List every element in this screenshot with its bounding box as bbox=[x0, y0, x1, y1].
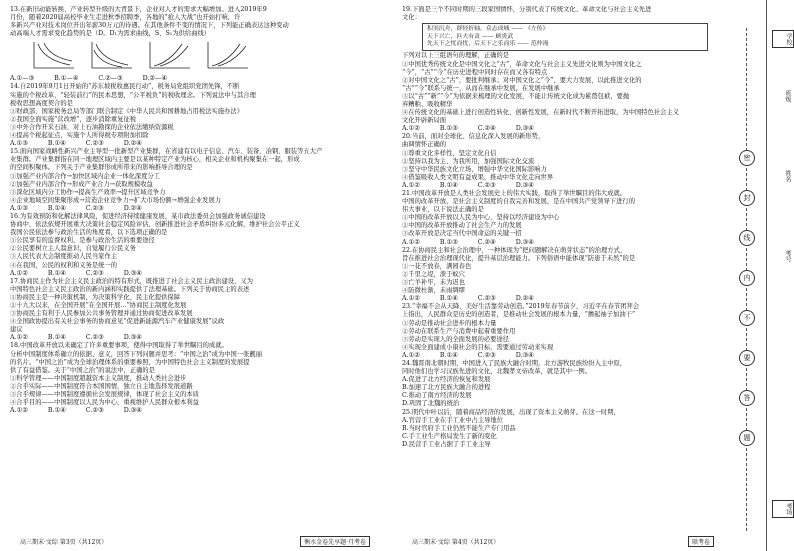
q23-line: ①劳动是推动社会进步的根本力量 bbox=[402, 319, 497, 327]
quote-line: 天下兴亡，匹夫有责 —— 顾炎武 bbox=[427, 33, 514, 40]
q14-options: A.①③ B.①④ C.②③ D.②④ bbox=[10, 140, 142, 148]
q19-line: “古”“今”联系与统一，从而在继承中发展，在发展中继承 bbox=[402, 84, 560, 92]
quote-box bbox=[422, 23, 708, 51]
q23-line: ②劳动在联系生产与消费中起着重要作用 bbox=[402, 327, 516, 335]
quote-line: 积羽沉舟，群轻折轴，众志成城 —— 《左传》 bbox=[427, 26, 549, 33]
quote-line: 先天下之忧而忧，后天下之乐而乐 —— 范仲淹 bbox=[427, 41, 549, 47]
q25-line: D.民营手工业占据了手工业主导 bbox=[402, 440, 491, 448]
q20-line: 20.当前，面对全球化、信息化深入发展的新形势， bbox=[402, 133, 545, 141]
q17-line: 17.协商民主作为社会主义民主政治的特有形式，既推进了社会主义民主政治建设，又为 bbox=[10, 277, 253, 285]
q18-line: ①科学管理——中国制度超越资本主义制度，推动人类社会进步 bbox=[10, 374, 187, 382]
q22-line: 旨在推进社会治理现代化，提升基层治理能力。下列俗语中能体现“防患于未然”的是 bbox=[402, 254, 636, 262]
exam-number-field: 考号 bbox=[784, 250, 791, 262]
q18-line: ③合乎规律——中国制度遵循社会发展规律，体现了社会主义的本质 bbox=[10, 391, 199, 399]
q24-line: A.促进了北方经济的恢复和发展 bbox=[402, 376, 491, 384]
q17-line: ②十九大以来，在全国开展“在全国开展…”协商民主制度化发展 bbox=[10, 302, 187, 309]
exam-room-box: 考场 bbox=[772, 500, 794, 518]
q19-line: ④在传统文化的基础上进行创造性转化、创新性发展，在新时代不断开拓进取，为中国特色社会主义 bbox=[402, 109, 680, 117]
q23-line: 23.“幸福不会从天降，美好生活靠劳动创造。”2019年春节前夕，习近平在春节团拜会 bbox=[402, 303, 640, 311]
seal-char: 不 bbox=[739, 310, 755, 326]
q22-line: 22.在协商民主和社会治理中，一种体现为“把问题解决在萌芽状态”的治理方式， bbox=[402, 246, 627, 254]
name-field: 姓名 bbox=[784, 170, 791, 182]
q19-line: ③以“古”“新”“今”为依据来梳理的文化发展，不能让传统文化成为累赘包袱，要抛 bbox=[402, 92, 630, 100]
q21-options: A.①② B.①③ C.②④ D.③④ bbox=[402, 238, 534, 246]
question-16 bbox=[10, 213, 384, 278]
binding-rule bbox=[766, 0, 767, 551]
q17-line: ③协商民主有利于人民参加公共事务管理并通过协商促进改革发展 bbox=[10, 310, 193, 318]
q15-line: ③深化区域内分工协作→提高生产效率→提升区域竞争力 bbox=[10, 188, 166, 196]
q24-line: D.巩固了北魏的统治 bbox=[402, 400, 460, 408]
q23-line: 上指出，人民群众是历史的创造者，是推动社会发展的根本力量，“撸起袖子加油干” bbox=[402, 311, 636, 319]
q23-options: A.①② B.①④ C.②③ D.③④ bbox=[402, 351, 534, 359]
q19-options: A.①② B.①③ C.②④ D.③④ bbox=[402, 125, 534, 133]
q18-line: 供了有益借鉴。关于“中国之治”的说法中，正确的是 bbox=[10, 366, 155, 374]
seal-char: 内 bbox=[739, 270, 755, 286]
q25-line: A.官营手工业在手工业中占主导地位 bbox=[402, 416, 504, 424]
seal-char: 封 bbox=[739, 190, 755, 206]
q24-line: C.推动了南方经济的发展 bbox=[402, 392, 472, 400]
question-23 bbox=[402, 303, 728, 360]
q16-line: ③人民代表大会制度推动人民当家作主 bbox=[10, 253, 118, 261]
q16-line: ④在我国，公民的权利和义务是统一的 bbox=[10, 261, 118, 269]
q14-line: 实施的个税改革，“轻装前行”的民本思想，“公平税负”的税收理念。下列说法中与其合理 bbox=[10, 91, 256, 99]
q19-line: 文化开辟新局面 bbox=[402, 117, 447, 125]
q18-line: 18.中国改革开放以来确定了许多重要事项，使得中国取得了举世瞩目的成就。 bbox=[10, 342, 228, 350]
q13-options: A.①—③ B.①—④ C.②—③ D.②—④ bbox=[10, 75, 167, 83]
q16-line: ①公民享有的监督权利，是参与政治生活的重要途径 bbox=[10, 237, 155, 245]
q20-line: ②坚持以我为主、为我所用，加强国际文化交流 bbox=[402, 157, 535, 165]
question-25 bbox=[402, 409, 728, 449]
q22-line: ②千里之堤，溃于蚁穴 bbox=[402, 270, 465, 278]
right-column bbox=[402, 6, 728, 529]
question-14 bbox=[10, 83, 384, 148]
q21-line: 21.中国改革开放是人类社会发展史上的伟大实践，取得了举世瞩目的伟大成就。 bbox=[402, 190, 627, 197]
q17-options: A.①② B.①④ C.②③ D.③④ bbox=[10, 334, 142, 342]
school-box: 学校 bbox=[772, 30, 794, 48]
seal-char: 线 bbox=[739, 230, 755, 246]
right-brand: 联考卷 bbox=[688, 536, 714, 547]
q19-line: 19.下面是三个不同时期的三段家国情怀，分别代表了传统文化、革命文化与社会主义先进 bbox=[402, 6, 652, 13]
q24-line: 同时他们也学习汉族先进的文化，北魏孝文帝改革，就是其中一例。 bbox=[402, 368, 591, 376]
q21-line: 伟大事业，以下说法正确的是 bbox=[402, 206, 484, 214]
class-field: 班级 bbox=[784, 90, 791, 102]
q16-line: 协商中，依法依规开展重大决策社会稳定风险评估，创新推进社会矛盾纠纷多元化解，维护社会公平正义 bbox=[10, 221, 300, 229]
q17-line: 建议 bbox=[10, 326, 23, 334]
q17-line: ①协商民主是一种决策机制，为决策科学化、民主化提供保障 bbox=[10, 293, 181, 301]
q18-line: ②合乎实际——中国制度符合本国国情，独立自主地选择发展道路 bbox=[10, 382, 193, 390]
q22-line: ①一花不放春，满园春色 bbox=[402, 262, 472, 270]
q16-options: A.①② B.①④ C.②③ D.③④ bbox=[10, 269, 142, 277]
question-17 bbox=[10, 278, 384, 343]
binding-margin bbox=[736, 0, 794, 551]
q15-line: ④企业地域空间集聚形成→营造企业竞争力→扩大市场份额→增强企业发展力 bbox=[10, 196, 222, 204]
q14-line: 税收思想高度契合的是 bbox=[10, 99, 73, 107]
q15-line: 业集群。产业集群指在同一地理区域内主要是以某种特定产业为核心，相关企业和机构聚集在一起，形成 bbox=[10, 156, 300, 164]
q18-line: 分析中国制度体系确立的依据、意义，回答下列问题并思考：“中国之治”成为中国一张靓丽 bbox=[10, 350, 263, 358]
q15-line: ②加强产业内部合作→形成产业合力→获取规模收益 bbox=[10, 180, 153, 188]
q19-line: 下列对以上三组语句的理解，正确的是 bbox=[402, 52, 510, 60]
seal-char: 要 bbox=[739, 350, 755, 366]
question-19 bbox=[402, 6, 728, 133]
question-22 bbox=[402, 247, 728, 304]
q14-line: ①财政部、国家税务总局等部门联合制定《中华人民共和国耕地占用税法实施办法》 bbox=[10, 107, 243, 115]
question-18 bbox=[10, 342, 384, 415]
q15-options: A.①③ B.①④ C.②③ D.②④ bbox=[10, 204, 142, 212]
graph-4 bbox=[204, 40, 250, 72]
left-page bbox=[0, 0, 390, 551]
right-footer bbox=[392, 535, 734, 547]
graph-2 bbox=[88, 40, 134, 72]
q18-line: ④合乎目的——中国制度以人民为中心，重视维护人民群众根本利益 bbox=[10, 399, 199, 407]
seal-char: 答 bbox=[739, 390, 755, 406]
question-13 bbox=[10, 6, 384, 83]
graph-3 bbox=[146, 40, 192, 72]
q22-line: ④防微杜渐，未雨绸缪 bbox=[402, 287, 465, 295]
q14-line: ④提高个税起征点，实施个人所得税专项附加扣除 bbox=[10, 132, 149, 140]
left-page-number: 高三期末·文综 第3页（共12页） bbox=[20, 538, 108, 546]
q21-line: 中国的改革开放，是社会主义制度的自我完善和发展，是在中国共产党领导下进行的 bbox=[402, 198, 635, 206]
right-page bbox=[392, 0, 734, 551]
q21-line: ①中国的改革开放以人民为中心，坚持以经济建设为中心 bbox=[402, 214, 560, 222]
question-15 bbox=[10, 148, 384, 213]
q22-line: ③亡羊补牢，未为迟也 bbox=[402, 279, 465, 287]
q21-line: ③改革开放是决定当代中国命运的关键一招 bbox=[402, 230, 522, 238]
left-footer bbox=[0, 535, 390, 547]
supply-demand-graphs bbox=[30, 40, 384, 74]
graph-1 bbox=[30, 40, 76, 72]
q19-line: ①中国优秀传统文化是中国文化之“古”，革命文化与社会主义先进文化则为中国文化之 bbox=[402, 60, 642, 68]
q14-line: ③中外合作开采石油、对上石油勘探的企业依法缴纳资源税 bbox=[10, 123, 174, 131]
seal-char: 题 bbox=[739, 430, 755, 446]
q24-line: 24.魏晋南北朝时期，中国进入了民族大融合时期，北方游牧民族纷纷入主中原， bbox=[402, 359, 627, 367]
right-page-number: 高三期末·文综 第4页（共12页） bbox=[412, 538, 500, 546]
q16-line: 16.为有效预防和化解法律风险，促进经济持续健康发展，某市政法委员会加强政务诚信建设 bbox=[10, 212, 266, 220]
left-column bbox=[10, 6, 384, 529]
q20-line: ①尊重文化多样性，坚定文化自信 bbox=[402, 149, 497, 157]
left-brand: 衡水金卷先享题·月考卷 bbox=[300, 536, 370, 547]
q21-line: ②中国的改革开放推动了社会生产力的发展 bbox=[402, 222, 522, 230]
q15-line: 的空间积聚体。下列关于产业集群形成所带来的影响推导合理的是 bbox=[10, 164, 193, 172]
q15-line: 15.面向国家战略性新兴产业主导型一批新型产业集群，在省建有以电子信息、汽车、装备、冶钢、服装等五大产 bbox=[10, 148, 323, 156]
q20-line: ④借鉴吸收人类文明有益成果，推动中华文化走向世界 bbox=[402, 173, 554, 181]
q24-line: B.加速了北方民族大融合的进程 bbox=[402, 384, 491, 392]
q22-options: A.①② B.①④ C.②③ D.②④ bbox=[402, 295, 534, 303]
q23-line: ④实现全面建成小康社会的目标，需要通过劳动来实现 bbox=[402, 343, 554, 351]
question-24 bbox=[402, 360, 728, 409]
q15-line: ①加强产业内部合作→加快区域内企业一体化深度分工 bbox=[10, 172, 161, 180]
q13-line: 13.在新旧动能转换、产业转型升级的大背景下，企业对人才的需求大幅增加。进入2019年9 bbox=[10, 6, 267, 13]
q14-line: 14.自2019年9月1日开始的“苏东坡税收惠民行动”，税务局党组织党团先锋，不断 bbox=[10, 83, 240, 91]
q18-line: 的名片。“中国之治”成为全球治理体系的重要参照，为中国特色社会主义制度的发展提 bbox=[10, 358, 250, 366]
q25-line: 25.明代中叶以后，随着商品经济的发展，出现了资本主义萌芽。在这一时期， bbox=[402, 408, 620, 416]
q20-options: A.①② B.①④ C.②③ D.③④ bbox=[402, 181, 534, 189]
q16-line: ②公民要树立主人翁意识，自觉履行公民义务 bbox=[10, 245, 136, 253]
q20-line: ③坚守中华民族文化立场，增强中华文化国际影响力 bbox=[402, 165, 547, 173]
q16-line: 我国公民依法参与政治生活的角度看，以下选项正确的是 bbox=[10, 229, 168, 237]
q19-line: “今”，“古”“今”在历史进程中同时存在而又各有特点 bbox=[402, 68, 548, 76]
question-21 bbox=[402, 190, 728, 247]
q19-line: 文化： bbox=[402, 14, 421, 22]
q17-line: ④全国政协提出有关社会事务的协商意见“促进新能源汽车产业健康发展”议政 bbox=[10, 318, 225, 326]
q19-line: ②对中国文化之“古”，要批判继承；对中国文化之“今”，要大力发展，以此推进文化的 bbox=[402, 76, 642, 84]
q13-line: 多新兴产业对技术岗位开出年薪30万元的待遇。在其他条件不变的情况下，下列能正确表达这种变动 bbox=[10, 22, 289, 30]
q25-line: C.手工业生产格局发生了新的变化 bbox=[402, 432, 497, 440]
q18-options: A.①② B.①④ C.②③ D.③④ bbox=[10, 407, 142, 415]
q13-line: 动高端人才需求变化趋势的是（D。D₁为需求曲线，S、S₁为供给曲线） bbox=[10, 30, 211, 38]
q25-line: B.当时官府手工业仍然不能生产专门用品 bbox=[402, 424, 516, 432]
q17-line: 中国特色社会主义民主政治的新内涵和实践提供了法理基础。下列关于协商民主的表述 bbox=[10, 285, 250, 293]
seal-char: 密 bbox=[739, 150, 755, 166]
q13-line: 月份，随着2020届高校毕业生走进秋季招聘季，各地的“抢人大战”也开始打响，许 bbox=[10, 14, 241, 22]
q23-line: ③劳动是实现人的全面发展的必要途径 bbox=[402, 335, 510, 343]
question-20 bbox=[402, 133, 728, 190]
q20-line: 曲调情怀正确的 bbox=[402, 141, 447, 149]
q14-line: ②我国全面实施“营改增”，逐步消除重复征税 bbox=[10, 115, 137, 123]
q19-line: 弃糟粕、吸收精华 bbox=[402, 100, 453, 108]
